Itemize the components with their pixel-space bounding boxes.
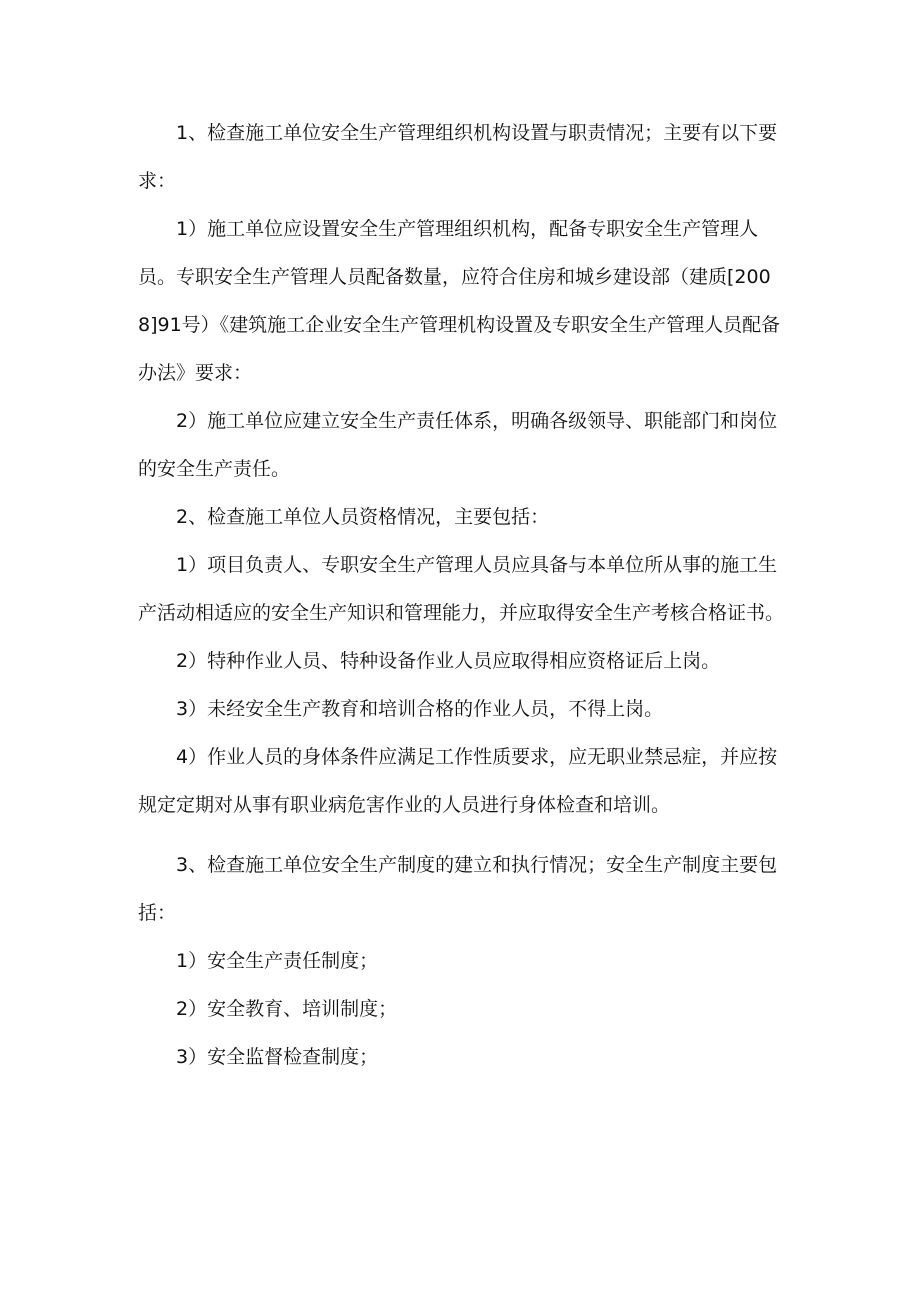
paragraph-section-2-heading: 2、检查施工单位人员资格情况，主要包括：	[176, 506, 550, 528]
paragraph-section-1-item-2: 2）施工单位应建立安全生产责任体系，明确各级领导、职能部门和岗位的安全生产责任。	[138, 410, 778, 480]
paragraph-section-2-item-2: 2）特种作业人员、特种设备作业人员应取得相应资格证后上岗。	[176, 650, 721, 672]
paragraph-section-3-item-2: 2）安全教育、培训制度；	[176, 998, 398, 1020]
paragraph-section-2-item-4: 4）作业人员的身体条件应满足工作性质要求，应无职业禁忌症，并应按规定定期对从事有职业病危害作业的人员进行身体检查和培训。	[138, 746, 778, 816]
paragraph-section-3-item-3: 3）安全监督检查制度；	[176, 1046, 379, 1068]
paragraph-section-3-item-1: 1）安全生产责任制度；	[176, 950, 379, 972]
paragraph-section-3-heading: 3、检查施工单位安全生产制度的建立和执行情况；安全生产制度主要包括：	[138, 854, 778, 924]
paragraph-section-2-item-3: 3）未经安全生产教育和培训合格的作业人员，不得上岗。	[176, 698, 664, 720]
paragraph-section-2-item-1: 1）项目负责人、专职安全生产管理人员应具备与本单位所从事的施工生产活动相适应的安全生产知识和管理能力，并应取得安全生产考核合格证书。	[138, 554, 785, 624]
paragraph-section-1-heading: 1、检查施工单位安全生产管理组织机构设置与职责情况；主要有以下要求：	[138, 122, 778, 192]
paragraph-section-1-item-1: 1）施工单位应设置安全生产管理组织机构，配备专职安全生产管理人员。专职安全生产管理人员配备数量，应符合住房和城乡建设部（建质[2008]91号）《建筑施工企业安全生产管理机构设置及专职安全生产管理人员配备办法》要求：	[138, 218, 781, 384]
document-body	[138, 109, 788, 1081]
